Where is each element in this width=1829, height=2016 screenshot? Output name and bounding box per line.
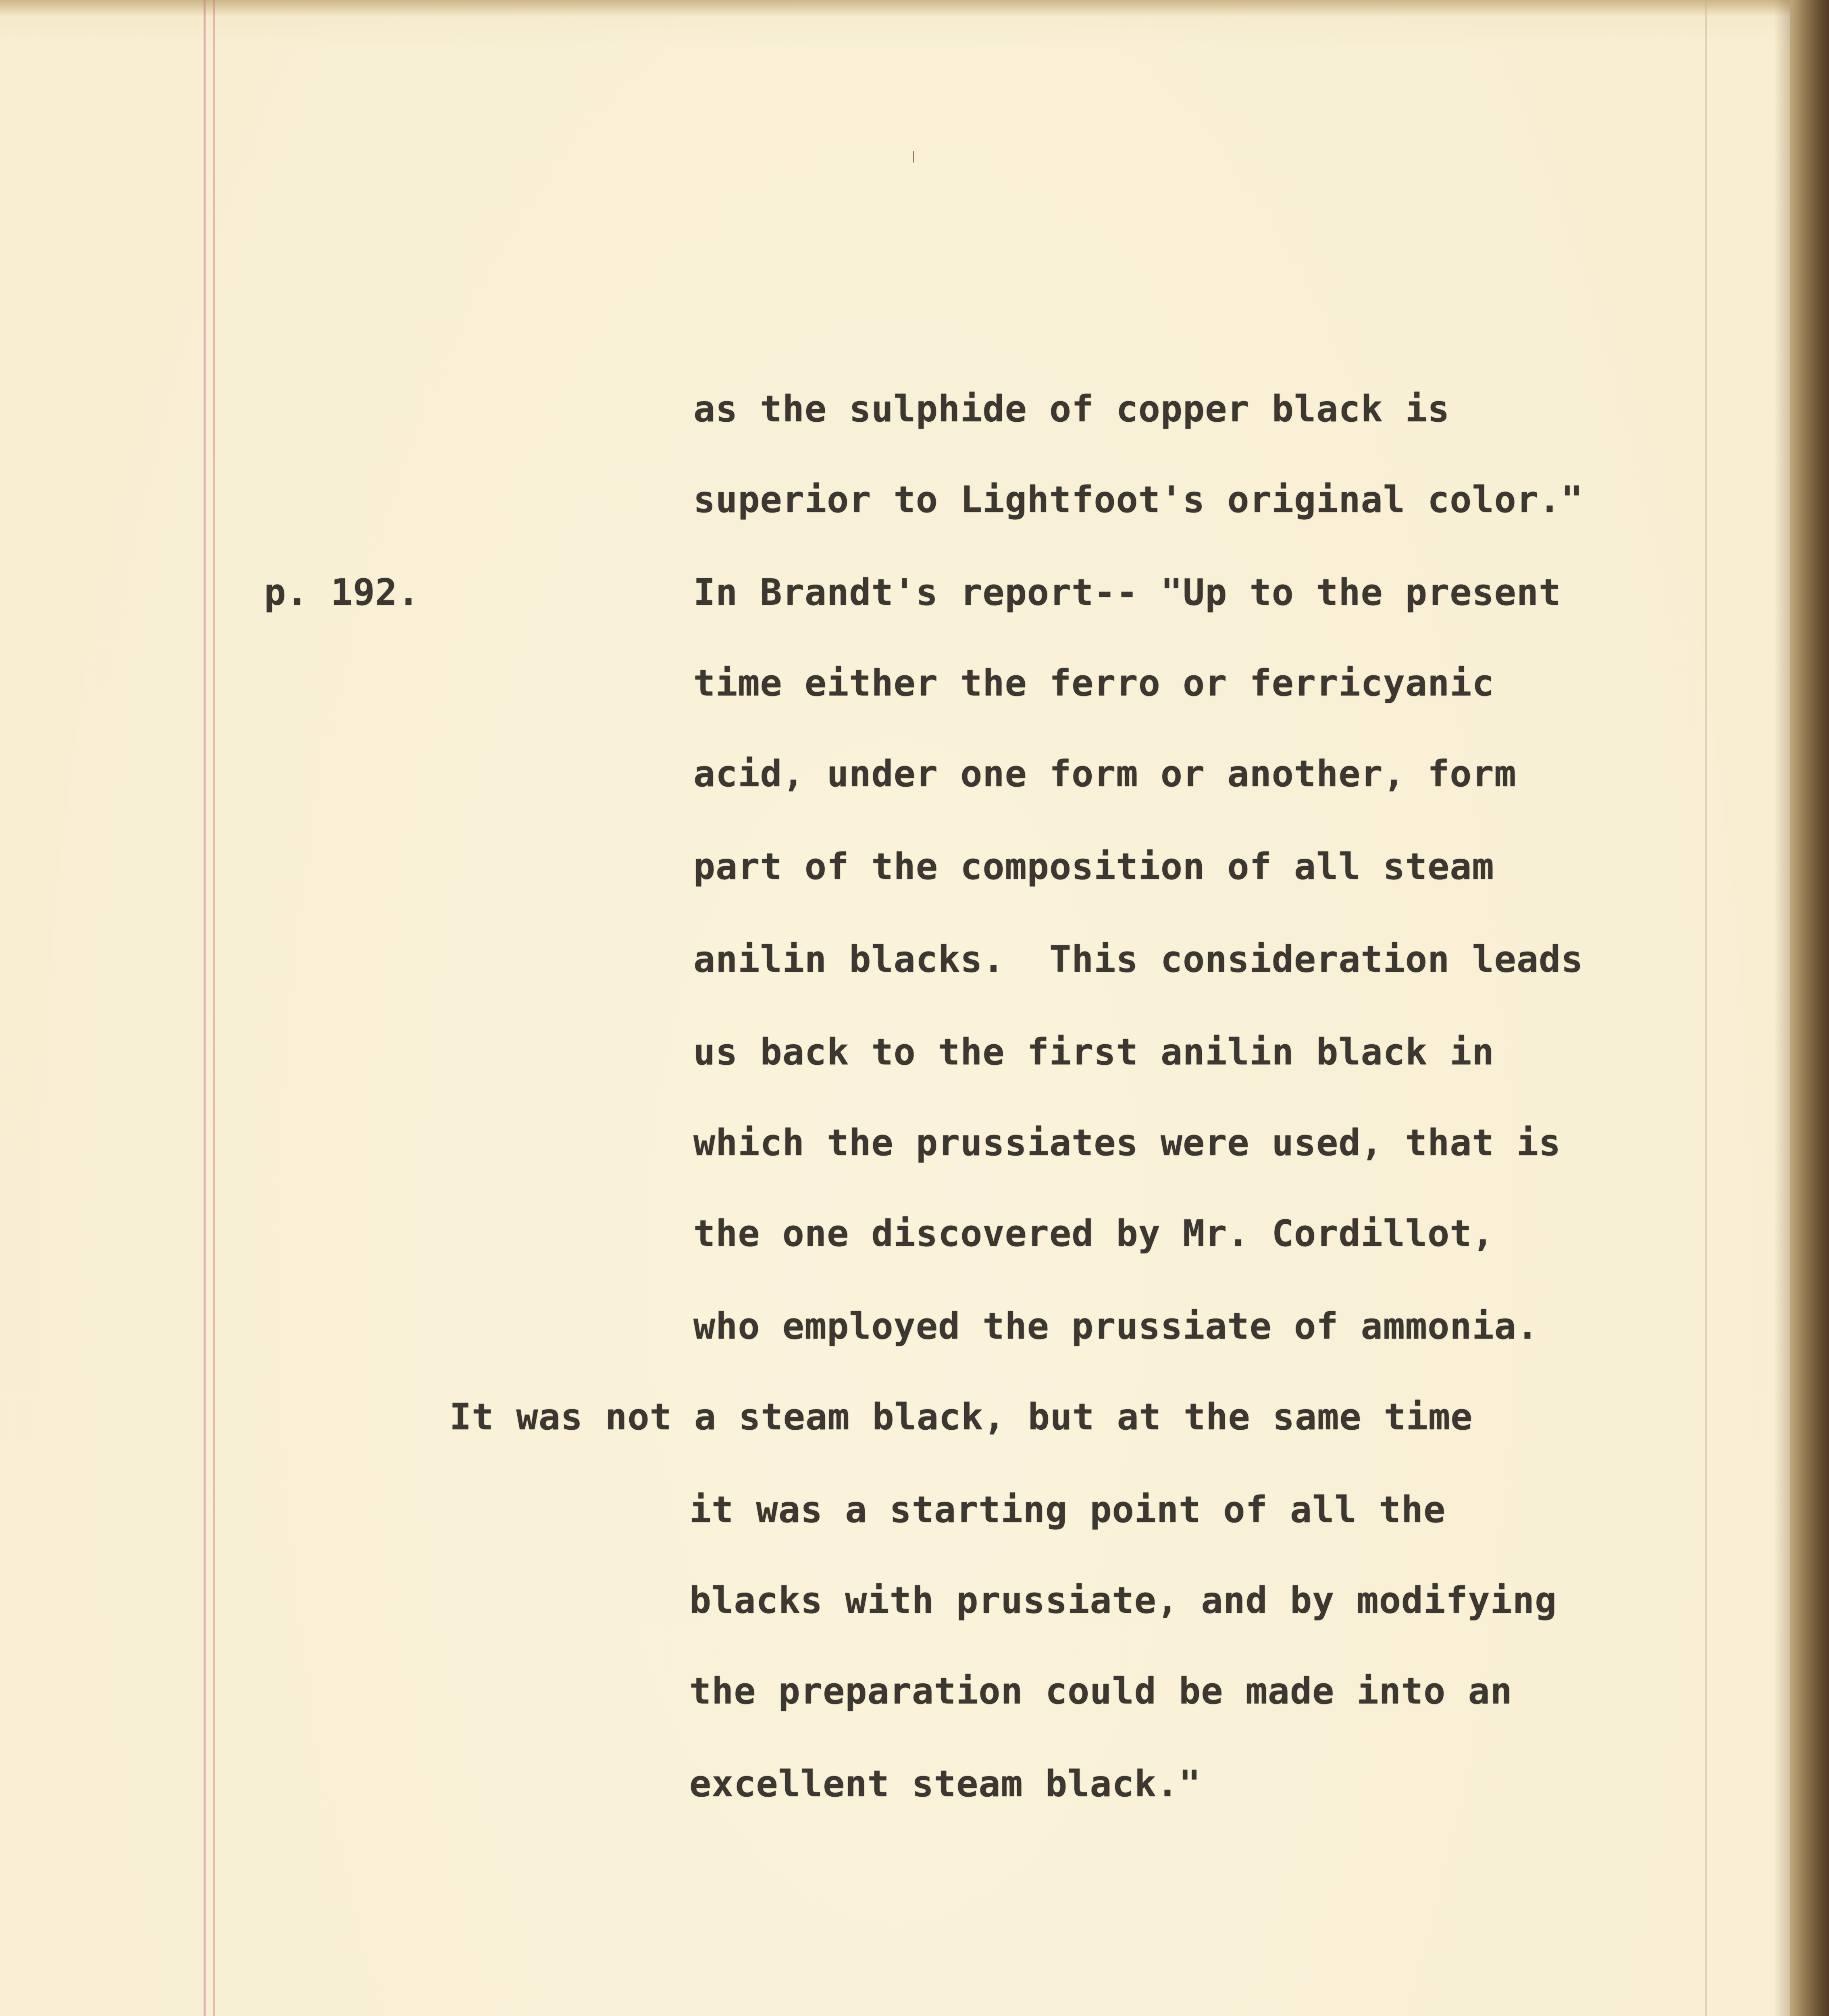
text-line: In Brandt's report-- "Up to the present: [693, 571, 1561, 614]
margin-rule-left: [204, 0, 206, 2016]
margin-rule-right: [213, 0, 215, 2016]
text-line: time either the ferro or ferricyanic: [693, 662, 1494, 704]
ink-mark: [913, 151, 914, 162]
text-line: excellent steam black.": [689, 1763, 1201, 1805]
page-top-edge: [0, 0, 1790, 16]
text-line: superior to Lightfoot's original color.": [693, 479, 1583, 521]
text-line: the one discovered by Mr. Cordillot,: [693, 1212, 1494, 1255]
text-line: as the sulphide of copper black is: [693, 388, 1450, 430]
margin-page-reference: p. 192.: [264, 571, 420, 614]
text-line: who employed the prussiate of ammonia.: [693, 1305, 1539, 1347]
text-line: It was not a steam black, but at the same time: [449, 1396, 1473, 1438]
text-line: blacks with prussiate, and by modifying: [689, 1579, 1557, 1622]
text-line: the preparation could be made into an: [689, 1670, 1513, 1712]
page-right-rule: [1705, 0, 1707, 2016]
text-line: acid, under one form or another, form: [693, 753, 1517, 795]
text-line: part of the composition of all steam: [693, 846, 1494, 888]
text-line: anilin blacks. This consideration leads: [693, 938, 1583, 981]
binding-shadow: [1774, 0, 1829, 2016]
text-line: which the prussiates were used, that is: [693, 1122, 1561, 1164]
text-line: it was a starting point of all the: [689, 1489, 1446, 1531]
text-line: us back to the first anilin black in: [693, 1031, 1494, 1073]
